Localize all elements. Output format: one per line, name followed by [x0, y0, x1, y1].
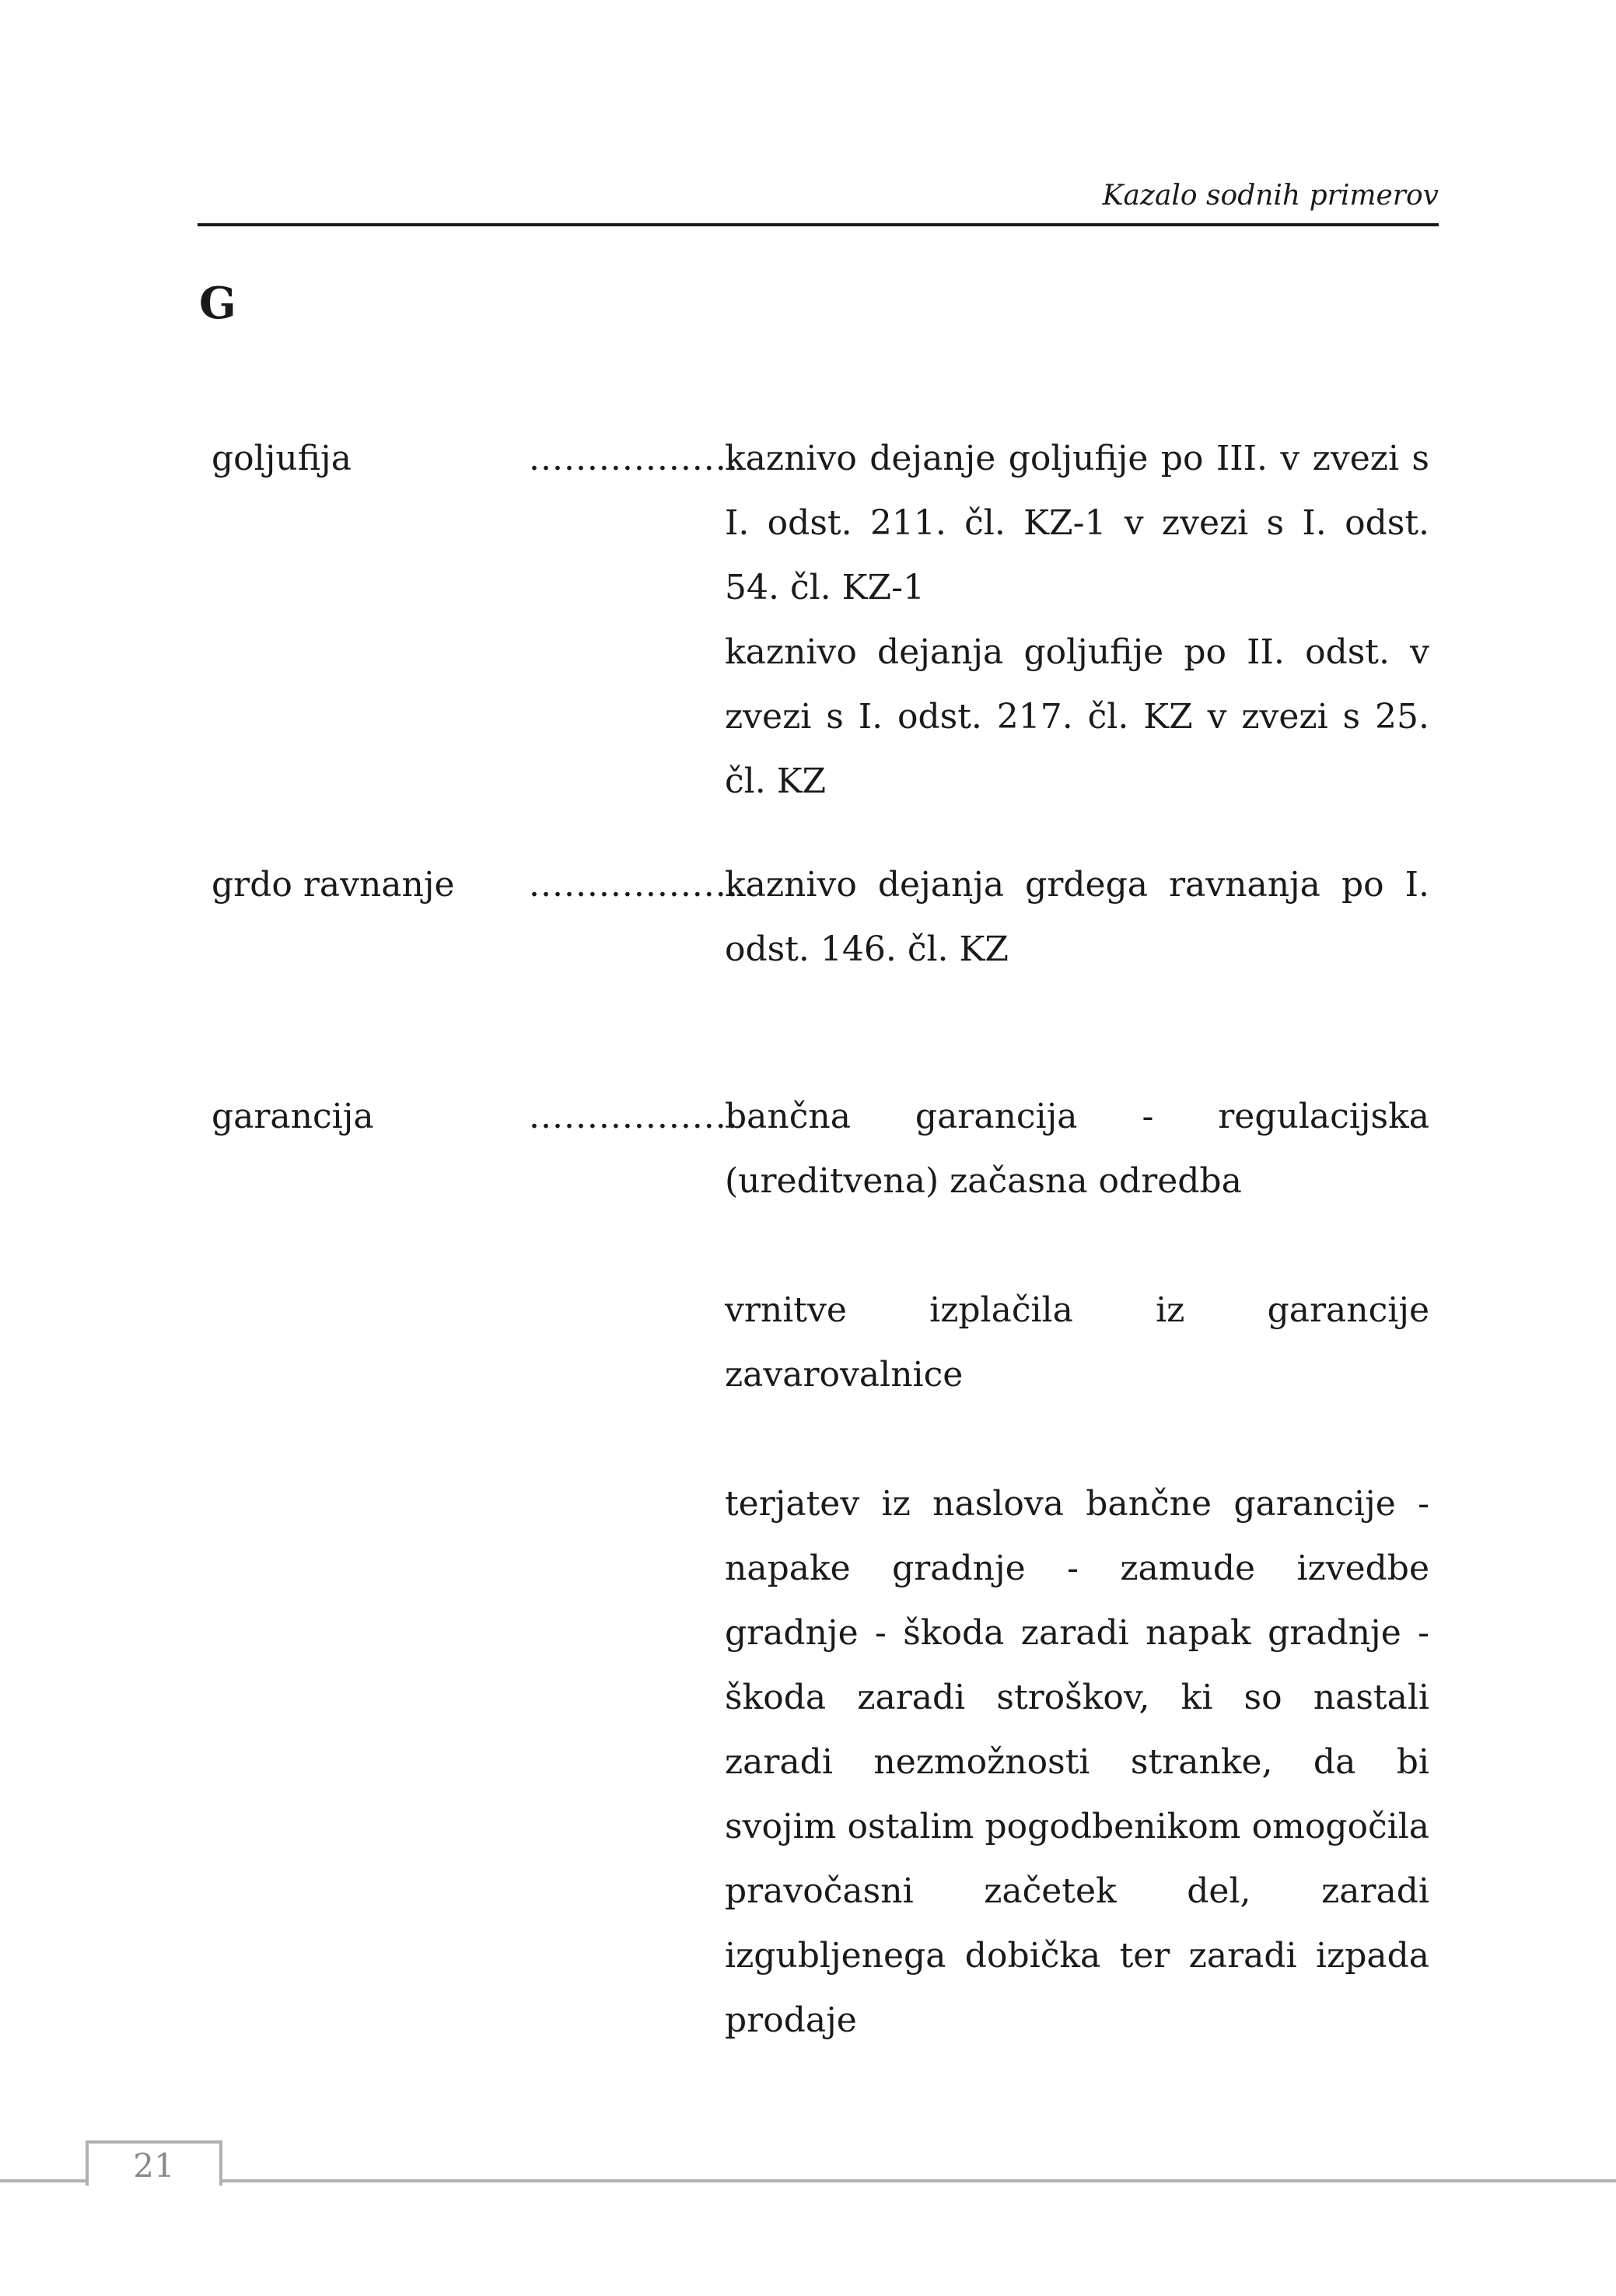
definition: vrnitve izplačila iz garancije zavarovalnice — [725, 1290, 1429, 1395]
definition: terjatev iz naslova bančne garancije - napake gradnje - zamude izvedbe gradnje - škoda zaradi napak gradnje - škoda zaradi stroškov, ki so nastali zaradi nezmožnosti stranke, da bi svojim ostalim pogodbenikom omogočila pravočasni začetek del, zaradi izgubljenega dobička ter zaradi izpada prodaje — [725, 1484, 1429, 2040]
definition-list — [725, 852, 1429, 982]
dot-leader: .................. — [529, 1097, 739, 1136]
definition: kaznivo dejanja goljufije po II. odst. v zvezi s I. odst. 217. čl. KZ v zvezi s 25. čl. KZ — [725, 632, 1429, 801]
section-letter: G — [199, 278, 236, 329]
index-term: goljufija — [212, 439, 352, 478]
index-term: garancija — [212, 1097, 374, 1136]
header-rule — [198, 223, 1439, 226]
index-term: grdo ravnanje — [212, 865, 455, 905]
definition-list — [725, 1084, 1429, 2053]
running-header: Kazalo sodnih primerov — [1102, 180, 1439, 212]
definition-list — [725, 426, 1429, 814]
definition: kaznivo dejanja grdega ravnanja po I. odst. 146. čl. KZ — [725, 865, 1429, 969]
definition: bančna garancija - regulacijska (ureditvena) začasna odredba — [725, 1097, 1429, 1201]
footer-rule-left — [0, 2179, 89, 2182]
footer-rule-right — [216, 2179, 1616, 2182]
page-number: 21 — [133, 2147, 175, 2185]
definition: kaznivo dejanje goljufije po III. v zvezi s I. odst. 211. čl. KZ-1 v zvezi s I. odst. 54. čl. KZ-1 — [725, 439, 1429, 607]
dot-leader: .................. — [529, 439, 739, 478]
dot-leader: .................. — [529, 865, 739, 905]
